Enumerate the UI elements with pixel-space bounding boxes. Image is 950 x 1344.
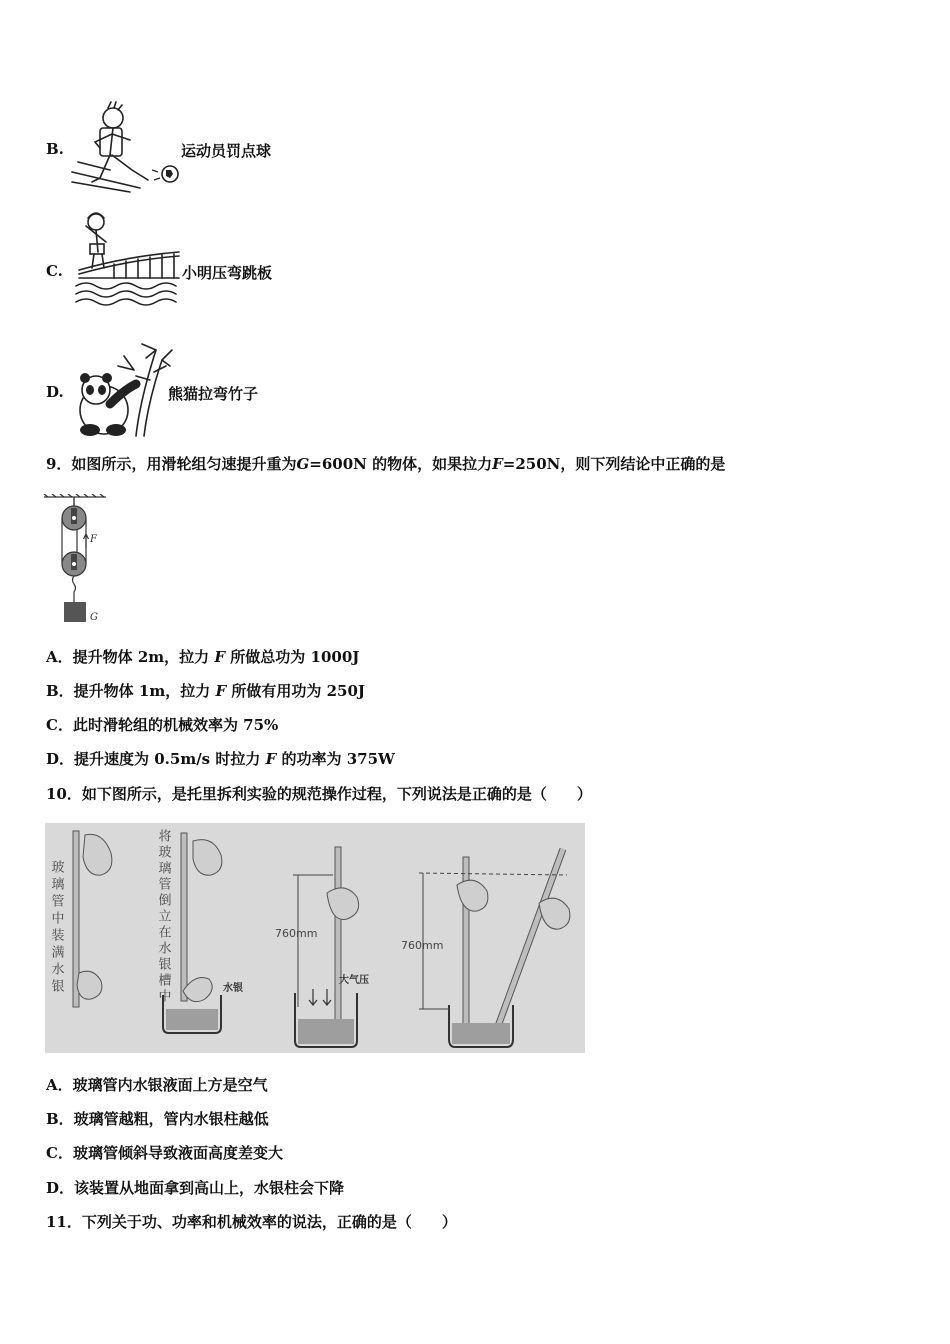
q10-option-d: D．该装置从地面拿到高山上，水银柱会下降 xyxy=(46,1179,345,1197)
q10-option-c: C．玻璃管倾斜导致液面高度差变大 xyxy=(46,1144,283,1162)
panda-bamboo-illustration xyxy=(74,340,174,440)
q10-option-b: B．玻璃管越粗，管内水银柱越低 xyxy=(46,1110,269,1128)
height-label-2: 760mm xyxy=(401,939,444,952)
atm-label: 大气压 xyxy=(339,975,369,986)
q11-stem: 11．下列关于功、功率和机械效率的说法，正确的是（ ） xyxy=(46,1213,457,1231)
height-label-1: 760mm xyxy=(275,927,318,940)
step2-vertical-text: 将玻璃管倒立在水银槽中 xyxy=(155,829,171,1005)
q10-option-a: A．玻璃管内水银液面上方是空气 xyxy=(46,1076,268,1094)
q9-stem: 9．如图所示，用滑轮组匀速提升重为G=600N 的物体，如果拉力F=250N，则下列结论中正确的是 xyxy=(46,455,726,473)
q10-stem: 10．如下图所示，是托里拆利实验的规范操作过程，下列说法是正确的是（ ） xyxy=(46,785,592,803)
pulley-system-diagram xyxy=(40,494,120,628)
option-d-letter: D. xyxy=(46,383,64,401)
q9-option-a: A．提升物体 2m，拉力 F 所做总功为 1000J xyxy=(46,648,360,666)
mercury-label: 水银 xyxy=(223,983,243,994)
option-b-letter: B. xyxy=(46,140,64,158)
option-c-letter: C. xyxy=(46,262,63,280)
option-b-caption: 运动员罚点球 xyxy=(181,142,272,160)
q9-option-d: D．提升速度为 0.5m/s 时拉力 F 的功率为 375W xyxy=(46,750,395,768)
option-c-caption: 小明压弯跳板 xyxy=(182,264,273,282)
step1-char-1: 玻璃管中装满水银 xyxy=(48,860,64,996)
weight-label: G xyxy=(90,612,98,623)
soccer-kick-illustration xyxy=(70,100,185,195)
q9-option-c: C．此时滑轮组的机械效率为 75% xyxy=(46,716,279,734)
q9-option-b: B．提升物体 1m，拉力 F 所做有用功为 250J xyxy=(46,682,365,700)
option-d-caption: 熊猫拉弯竹子 xyxy=(168,385,259,403)
weight-block xyxy=(64,602,86,622)
diving-board-illustration xyxy=(74,208,184,308)
torricelli-experiment-figure xyxy=(45,823,585,1053)
force-label: F xyxy=(90,534,97,545)
